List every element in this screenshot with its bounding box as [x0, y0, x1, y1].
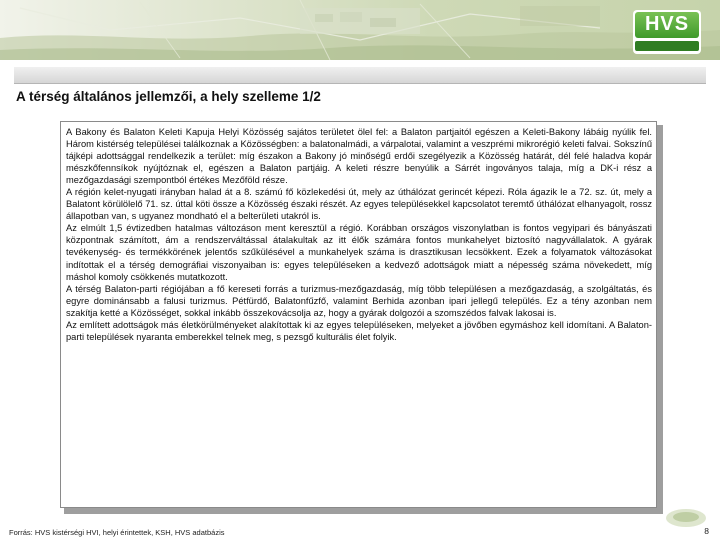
hvs-logo-tagline-strip — [635, 41, 699, 51]
title-divider-bar — [14, 67, 706, 84]
hvs-logo-letters: HVS — [644, 13, 690, 35]
slide-title: A térség általános jellemzői, a hely szelleme 1/2 — [16, 89, 321, 104]
hvs-logo — [633, 10, 701, 54]
header-banner — [0, 0, 720, 60]
page-number: 8 — [704, 526, 709, 536]
paragraph: A régión kelet-nyugati irányban halad át a 8. számú fő közlekedési út, mely az úthálózat gerincét képezi. Róla ágazik le a 72. sz. út, mely a Balatont körülölelő 71. sz. úttal köti össze a Közösség északi részét. Az egyes településekkel kapcsolatot teremtő úthálózat elhanyagolt, rossz állapotban van, s ugyanez mondható el a belterületi utakról is. — [66, 187, 652, 222]
paragraph: A Bakony és Balaton Keleti Kapuja Helyi Közösség sajátos területet ölel fel: a Balaton partjaitól egészen a Keleti-Bakony lábáig nyúlik fel. Három kistérség települései találkoznak a Közösségben: a balatonalmádi, a várpalotai, valamint a veszprémi mikrorégió keleti falvai. Sokszínű tájképi adottsággal rendelkezik a terület: míg északon a Bakony jó minőségű erdői szegélyezik a Közösség határát, dél felé haladva kopár mészkőfennsíkok nyújtóznak el, egészen a Balaton partjáig. A keleti részre benyúlik a Sárrét ingoványos talaja, míg a DK-i rész a mezőgazdasági szempontból értékes Mezőföld része. — [66, 127, 652, 186]
paragraph: Az említett adottságok más életkörülményeket alakítottak ki az egyes településeken, melyeket a jövőben egymáshoz kell idomítani. A Balaton-parti települések nyaranta emberekkel telnek meg, s pezsgő kulturális élet folyik. — [66, 319, 652, 342]
aerial-landscape-image — [0, 0, 720, 60]
hvs-logo-icon — [635, 12, 699, 38]
source-note: Forrás: HVS kistérségi HVI, helyi érintettek, KSH, HVS adatbázis — [9, 528, 225, 537]
paragraph: Az elmúlt 1,5 évtizedben hatalmas változáson ment keresztül a régió. Korábban országos viszonylatban is fontos vegyipari és bányászati központnak számított, ám a rendszerváltással átalakultak az itt élők számára fontos munkahelyet biztosító nagyvállalatok. A gyárak tevékenység- és termékkörének jelentős szűkülésével a munkahelyek száma is drasztikusan lecsökkent. Ezek a folyamatok változásokat indítottak el a térség demográfiai viszonyaiban is: egyes településeken a kedvező adottságok miatt a népesség száma növekedett, míg máshol komoly csökkenés mutatkozott. — [66, 223, 652, 282]
text-box — [60, 121, 657, 508]
paragraph: A térség Balaton-parti régiójában a fő kereseti forrás a turizmus-mezőgazdaság, míg több településen a mezőgazdaság, a szolgáltatás, és egyre dominánsabb a falusi turizmus. Pétfürdő, Balatonfűzfő, valamint Berhida azonban ipari jellegű település. Ez a tény azonban nem szakítja ketté a Közösséget, sokkal inkább összekovácsolja az, hogy a gyárak dolgozói a szomszédos falvak lakosai is. — [66, 283, 652, 318]
